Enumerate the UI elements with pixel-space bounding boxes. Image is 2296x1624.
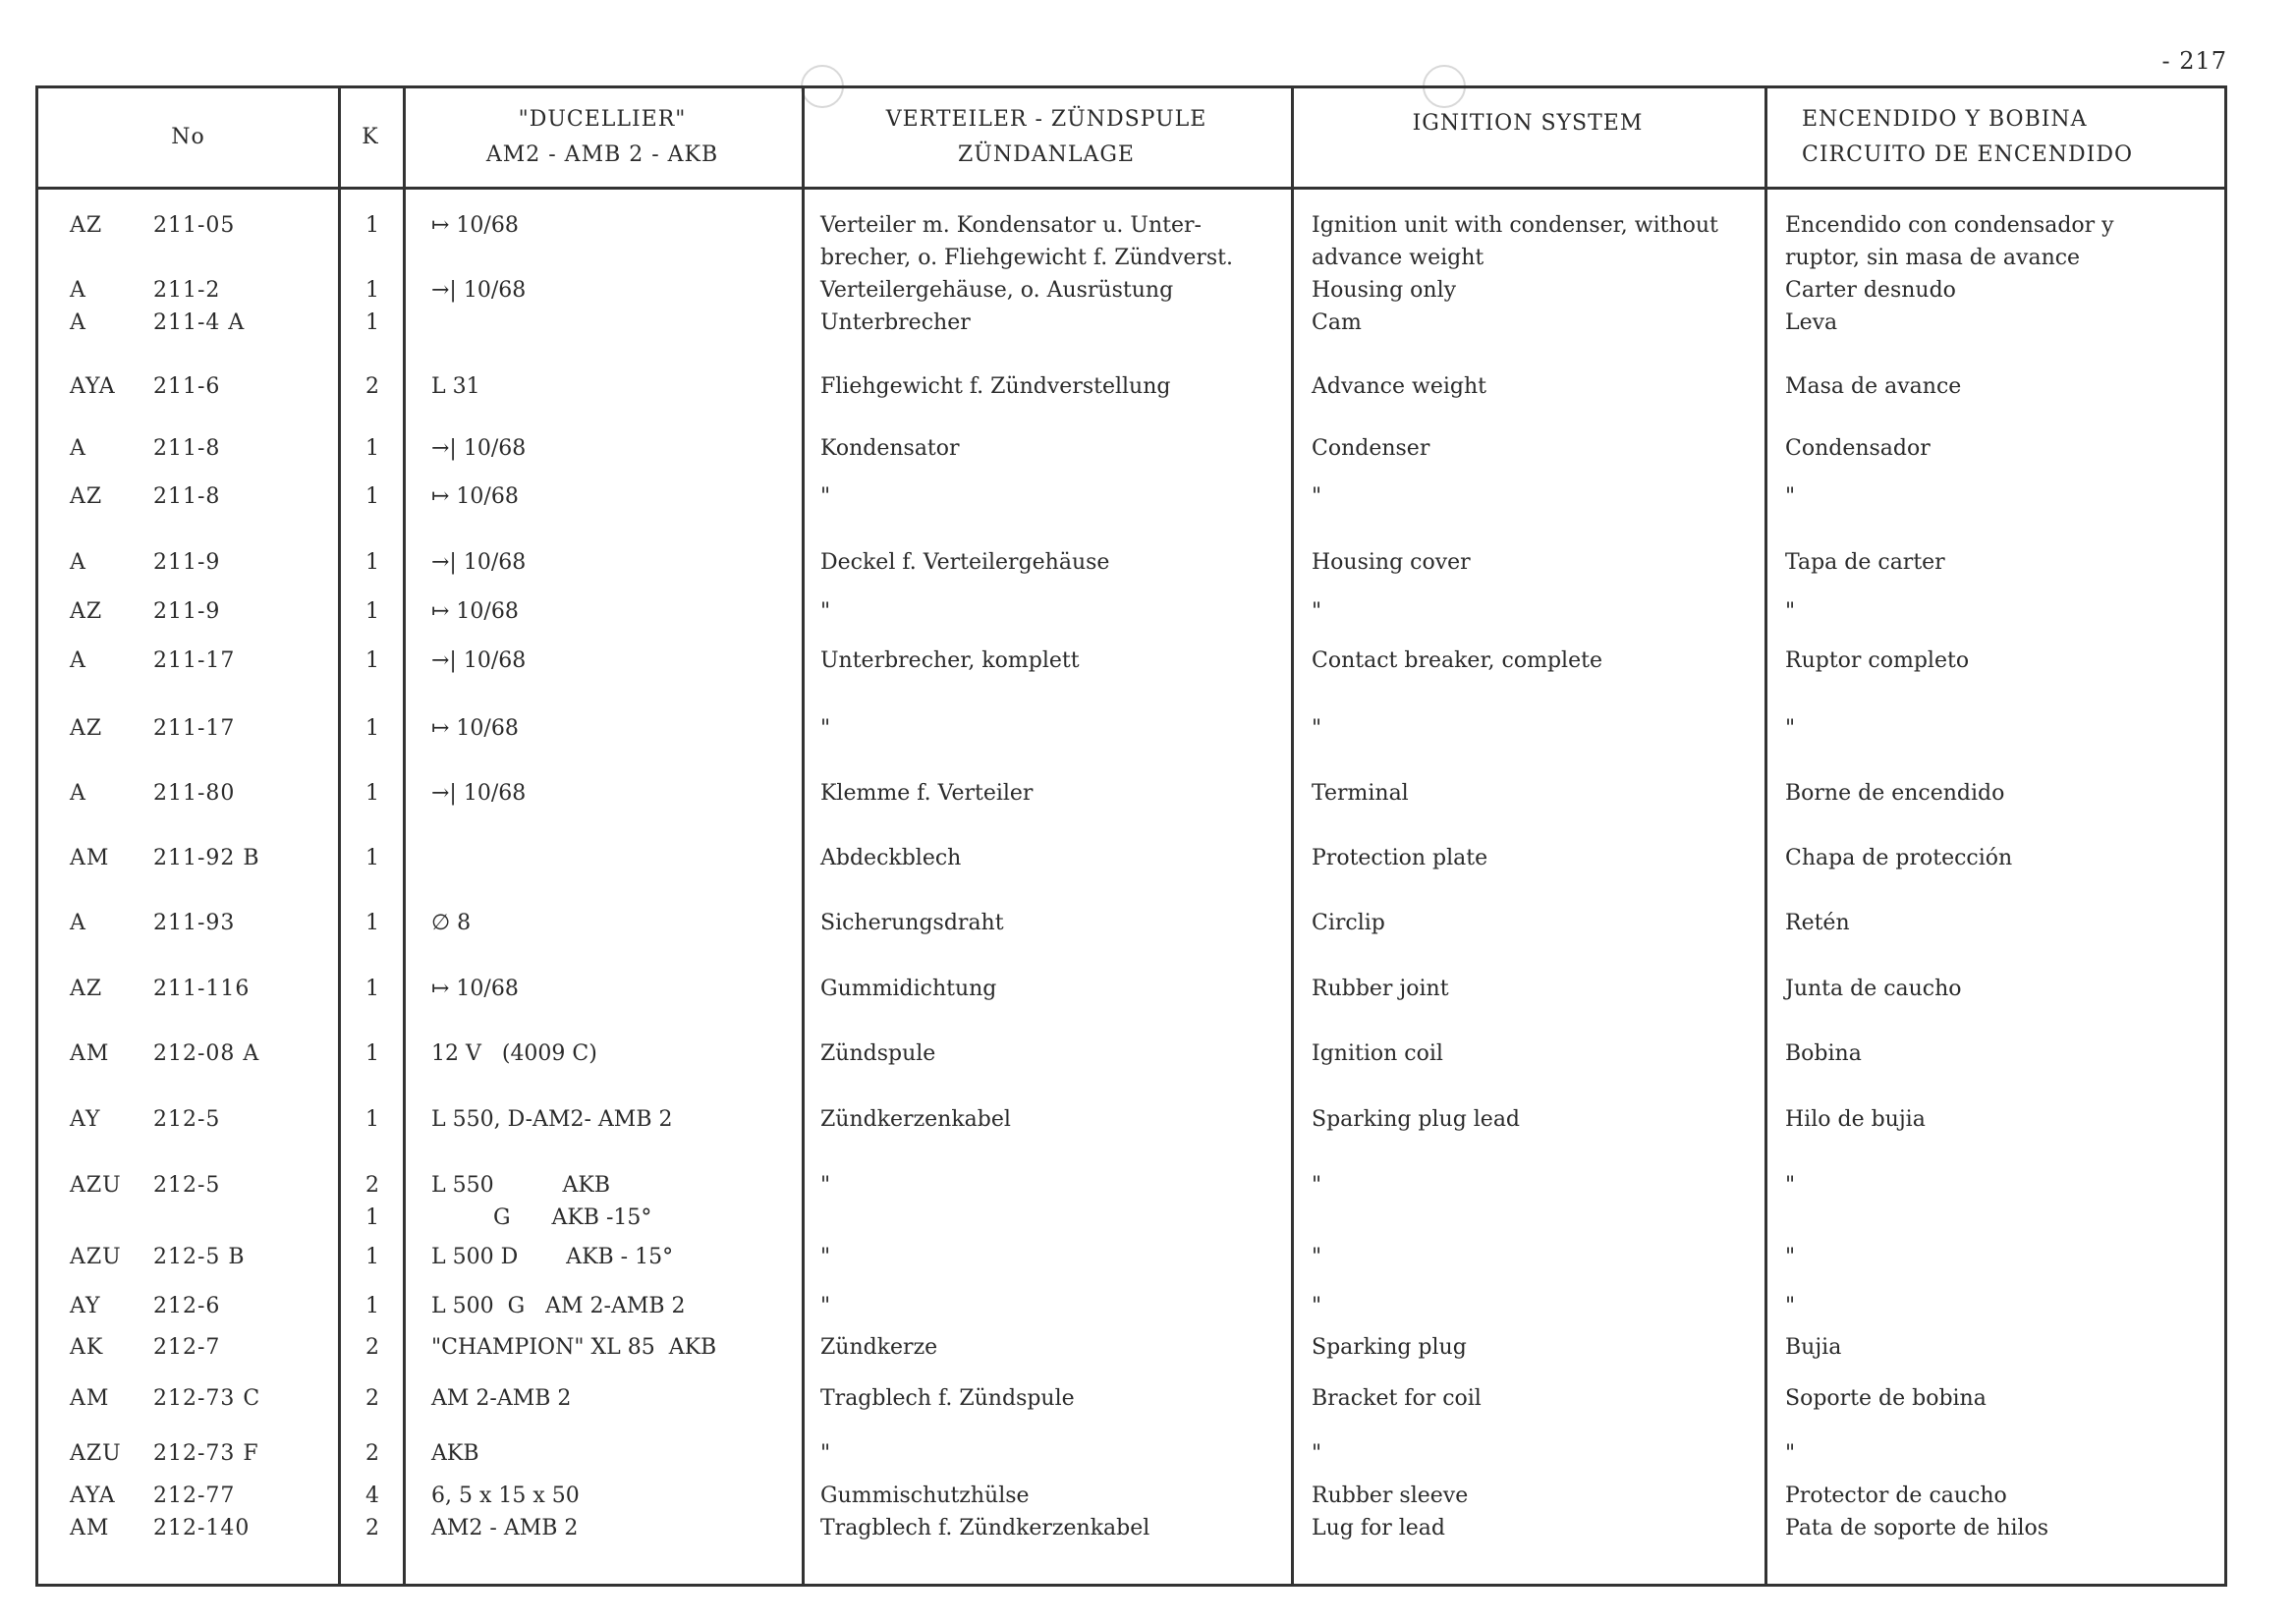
group-code: AZ [70, 977, 103, 1001]
german-description: Zündkerzenkabel [820, 1107, 1011, 1132]
english-description: Housing cover [1312, 550, 1471, 575]
quantity: 1 [365, 716, 379, 741]
quantity: 4 2 [365, 1484, 379, 1540]
spanish-description: " [1785, 1173, 1796, 1198]
part-number: 212-73 F [153, 1441, 259, 1466]
specification: →| 10/68 [431, 278, 527, 303]
quantity: 1 [365, 1041, 379, 1066]
specification: →| 10/68 [431, 781, 527, 806]
specification: 6, 5 x 15 x 50 AM2 - AMB 2 [431, 1484, 580, 1540]
quantity: 1 [365, 1107, 379, 1132]
spanish-description: Carter desnudo Leva [1785, 278, 1956, 335]
quantity: 2 [365, 1441, 379, 1466]
part-number: 211-116 [153, 977, 251, 1001]
group-code: AYA AM [70, 1484, 116, 1540]
english-description: Contact breaker, complete [1312, 648, 1602, 673]
spanish-description: Ruptor completo [1785, 648, 1970, 673]
german-description: Fliehgewicht f. Zündverstellung [820, 374, 1171, 399]
spanish-description: Protector de caucho Pata de soporte de hilos [1785, 1484, 2049, 1540]
part-number: 211-9 [153, 550, 221, 575]
header-k-label: K [362, 125, 379, 149]
english-description: " [1312, 716, 1322, 741]
english-description: Housing only Cam [1312, 278, 1457, 335]
german-description: " [820, 1294, 831, 1318]
part-number: 211-92 B [153, 846, 260, 870]
english-description: Bracket for coil [1312, 1386, 1482, 1411]
quantity: 1 [365, 911, 379, 935]
part-number: 212-77 212-140 [153, 1484, 251, 1540]
column-divider [403, 88, 406, 1584]
german-description: Verteiler m. Kondensator u. Unter- brecher, o. Fliehgewicht f. Zündverst. [820, 213, 1234, 270]
quantity: 2 [365, 1335, 379, 1360]
group-code: AY [70, 1107, 101, 1132]
specification: ↦ 10/68 [431, 977, 519, 1001]
specification: ↦ 10/68 [431, 213, 519, 238]
column-divider [1291, 88, 1294, 1584]
header-es-line1: ENCENDIDO Y BOBINA [1802, 107, 2088, 132]
header-spec-line1: "DUCELLIER" [518, 107, 687, 132]
specification: ∅ 8 [431, 911, 472, 935]
header-es-line2: CIRCUITO DE ENCENDIDO [1802, 142, 2134, 167]
group-code: A [70, 436, 86, 461]
part-number: 212-7 [153, 1335, 221, 1360]
group-code: AZ [70, 599, 103, 624]
german-description: Gummidichtung [820, 977, 997, 1001]
specification: "CHAMPION" XL 85 AKB [431, 1335, 717, 1360]
part-number: 212-5 B [153, 1245, 246, 1269]
quantity: 2 [365, 1386, 379, 1411]
column-divider [802, 88, 805, 1584]
header-spanish [1764, 88, 2230, 187]
group-code: A [70, 911, 86, 935]
german-description: Unterbrecher, komplett [820, 648, 1080, 673]
header-de-line2: ZÜNDANLAGE [958, 142, 1135, 167]
header-no-label: No [171, 125, 205, 149]
spanish-description: Retén [1785, 911, 1850, 935]
column-divider [1764, 88, 1767, 1584]
group-code: AZU [70, 1441, 122, 1466]
quantity: 2 1 [365, 1173, 379, 1230]
part-number: 211-8 [153, 484, 221, 509]
quantity: 1 [365, 781, 379, 806]
quantity: 1 [365, 977, 379, 1001]
german-description: Gummischutzhülse Tragblech f. Zündkerzenkabel [820, 1484, 1150, 1540]
specification: L 550 AKB G AKB -15° [431, 1173, 652, 1230]
quantity: 1 1 [365, 278, 379, 335]
spanish-description: Tapa de carter [1785, 550, 1945, 575]
spanish-description: Junta de caucho [1785, 977, 1962, 1001]
spanish-description: Hilo de bujia [1785, 1107, 1926, 1132]
part-number: 211-80 [153, 781, 236, 806]
header-spec-line2: AM2 - AMB 2 - AKB [485, 142, 719, 167]
group-code: AZU [70, 1173, 122, 1198]
group-code: AM [70, 1386, 110, 1411]
group-code: AY [70, 1294, 101, 1318]
group-code: AM [70, 846, 110, 870]
parts-table [35, 85, 2227, 1587]
english-description: " [1312, 484, 1322, 509]
spanish-description: Masa de avance [1785, 374, 1962, 399]
german-description: Sicherungsdraht [820, 911, 1004, 935]
spanish-description: " [1785, 716, 1796, 741]
page-number: - 217 [2161, 47, 2227, 75]
specification: L 500 G AM 2-AMB 2 [431, 1294, 686, 1318]
specification: L 31 [431, 374, 480, 399]
quantity: 1 [365, 436, 379, 461]
specification: ↦ 10/68 [431, 716, 519, 741]
part-number: 211-8 [153, 436, 221, 461]
part-number: 211-17 [153, 648, 236, 673]
part-number: 212-5 [153, 1107, 221, 1132]
part-number: 212-5 [153, 1173, 221, 1198]
quantity: 1 [365, 1245, 379, 1269]
german-description: " [820, 1173, 831, 1198]
spanish-description: Borne de encendido [1785, 781, 2005, 806]
spanish-description: Condensador [1785, 436, 1931, 461]
group-code: AZ [70, 484, 103, 509]
german-description: " [820, 716, 831, 741]
english-description: Ignition unit with condenser, without advance weight [1312, 213, 1718, 270]
english-description: Sparking plug lead [1312, 1107, 1521, 1132]
quantity: 1 [365, 1294, 379, 1318]
header-no [38, 88, 338, 187]
german-description: " [820, 484, 831, 509]
specification: AKB [431, 1441, 479, 1466]
english-description: Ignition coil [1312, 1041, 1443, 1066]
english-description: Rubber sleeve Lug for lead [1312, 1484, 1469, 1540]
english-description: Condenser [1312, 436, 1430, 461]
quantity: 2 [365, 374, 379, 399]
part-number: 211-05 [153, 213, 236, 238]
german-description: Zündkerze [820, 1335, 938, 1360]
group-code: A [70, 550, 86, 575]
specification: →| 10/68 [431, 550, 527, 575]
group-code: AZ [70, 213, 103, 238]
quantity: 1 [365, 846, 379, 870]
spanish-description: Chapa de protección [1785, 846, 2013, 870]
german-description: " [820, 599, 831, 624]
german-description: Deckel f. Verteilergehäuse [820, 550, 1110, 575]
header-english [1291, 88, 1764, 187]
spanish-description: " [1785, 1294, 1796, 1318]
header-german [802, 88, 1291, 187]
specification: AM 2-AMB 2 [431, 1386, 572, 1411]
part-number: 211-93 [153, 911, 236, 935]
group-code: AM [70, 1041, 110, 1066]
english-description: " [1312, 599, 1322, 624]
group-code: A [70, 781, 86, 806]
specification: ↦ 10/68 [431, 599, 519, 624]
specification: 12 V (4009 C) [431, 1041, 597, 1066]
spanish-description: Bobina [1785, 1041, 1862, 1066]
english-description: Terminal [1312, 781, 1409, 806]
german-description: Verteilergehäuse, o. Ausrüstung Unterbrecher [820, 278, 1174, 335]
quantity: 1 [365, 550, 379, 575]
part-number: 211-6 [153, 374, 221, 399]
group-code: AK [70, 1335, 104, 1360]
quantity: 1 [365, 484, 379, 509]
german-description: Klemme f. Verteiler [820, 781, 1034, 806]
german-description: Tragblech f. Zündspule [820, 1386, 1075, 1411]
english-description: Advance weight [1312, 374, 1486, 399]
english-description: " [1312, 1245, 1322, 1269]
quantity: 1 [365, 213, 379, 238]
german-description: Kondensator [820, 436, 960, 461]
english-description: " [1312, 1441, 1322, 1466]
column-divider [338, 88, 341, 1584]
specification: →| 10/68 [431, 436, 527, 461]
part-number: 211-2 211-4 A [153, 278, 246, 335]
part-number: 212-73 C [153, 1386, 261, 1411]
german-description: Abdeckblech [820, 846, 962, 870]
german-description: Zündspule [820, 1041, 936, 1066]
quantity: 1 [365, 599, 379, 624]
specification: L 550, D-AM2- AMB 2 [431, 1107, 673, 1132]
quantity: 1 [365, 648, 379, 673]
english-description: " [1312, 1173, 1322, 1198]
spanish-description: " [1785, 484, 1796, 509]
english-description: Sparking plug [1312, 1335, 1467, 1360]
part-number: 212-6 [153, 1294, 221, 1318]
part-number: 211-9 [153, 599, 221, 624]
header-en-line1: IGNITION SYSTEM [1412, 111, 1644, 136]
spanish-description: " [1785, 1245, 1796, 1269]
spanish-description: Encendido con condensador y ruptor, sin masa de avance [1785, 213, 2114, 270]
specification: L 500 D AKB - 15° [431, 1245, 674, 1269]
group-code: A [70, 648, 86, 673]
part-number: 212-08 A [153, 1041, 260, 1066]
german-description: " [820, 1441, 831, 1466]
english-description: Circlip [1312, 911, 1385, 935]
group-code: A A [70, 278, 86, 335]
header-de-line1: VERTEILER - ZÜNDSPULE [885, 107, 1207, 132]
header-divider [38, 187, 2224, 190]
english-description: Protection plate [1312, 846, 1488, 870]
english-description: Rubber joint [1312, 977, 1449, 1001]
header-spec [403, 88, 802, 187]
spanish-description: Bujia [1785, 1335, 1842, 1360]
group-code: AZU [70, 1245, 122, 1269]
header-k [338, 88, 403, 187]
group-code: AYA [70, 374, 116, 399]
spanish-description: " [1785, 599, 1796, 624]
spanish-description: Soporte de bobina [1785, 1386, 1987, 1411]
specification: ↦ 10/68 [431, 484, 519, 509]
part-number: 211-17 [153, 716, 236, 741]
spanish-description: " [1785, 1441, 1796, 1466]
english-description: " [1312, 1294, 1322, 1318]
group-code: AZ [70, 716, 103, 741]
german-description: " [820, 1245, 831, 1269]
specification: →| 10/68 [431, 648, 527, 673]
